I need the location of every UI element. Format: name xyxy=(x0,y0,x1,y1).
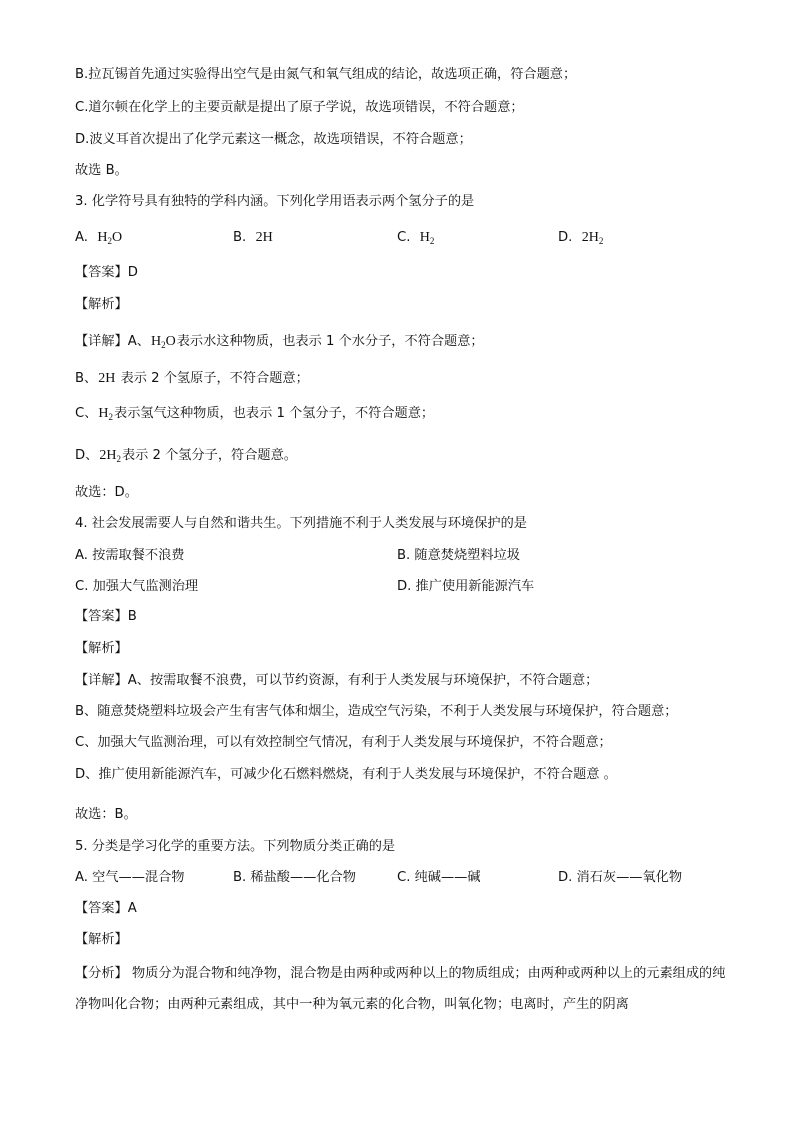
q3-option-b[interactable]: B. 2H xyxy=(233,230,273,245)
q3-answer: 【答案】D xyxy=(75,265,138,280)
q2-option-b-explanation: B.拉瓦锡首先通过实验得出空气是由氮气和氧气组成的结论，故选项正确，符合题意； xyxy=(75,67,577,82)
q5-option-c[interactable]: C. 纯碱——碱 xyxy=(397,870,481,885)
q4-answer: 【答案】B xyxy=(75,609,137,624)
q3-detail-a: 【详解】A、$H_2O$表示水这种物质，也表示 1 个水分子，不符合题意； xyxy=(75,334,484,350)
q3-analysis-heading: 【解析】 xyxy=(75,297,128,312)
q4-conclusion: 故选：B。 xyxy=(75,807,137,822)
q2-option-d-explanation: D.波义耳首次提出了化学元素这一概念，故选项错误，不符合题意； xyxy=(75,132,472,147)
q3-option-d-formula: $2H_2$ xyxy=(581,230,604,246)
q4-detail-d: D、推广使用新能源汽车，可减少化石燃料燃烧，有利于人类发展与环境保护，不符合题意 。 xyxy=(75,767,617,782)
q5-analysis-paragraph: 【分析】 物质分为混合物和纯净物，混合物是由两种或两种以上的物质组成；由两种或两种以上的元素组成的纯净物叫化合物；由两种元素组成，其中一种为氧元素的化合物，叫氧化物；电离时，产生的阴离 xyxy=(75,966,726,1012)
q4-analysis-heading: 【解析】 xyxy=(75,641,128,656)
q5-option-d[interactable]: D. 消石灰——氧化物 xyxy=(558,870,683,885)
q2-option-c-explanation: C.道尔顿在化学上的主要贡献是提出了原子学说，故选项错误，不符合题意； xyxy=(75,100,524,115)
q3-option-a[interactable]: A. $H_2O$ xyxy=(75,230,123,246)
q2-conclusion: 故选 B。 xyxy=(75,163,128,178)
q4-option-b[interactable]: B. 随意焚烧塑料垃圾 xyxy=(397,548,520,563)
q3-stem: 3. 化学符号具有独特的学科内涵。下列化学用语表示两个氢分子的是 xyxy=(75,194,475,209)
q4-detail-b: B、随意焚烧塑料垃圾会产生有害气体和烟尘，造成空气污染，不利于人类发展与环境保护，符合题意； xyxy=(75,704,678,719)
q5-option-a[interactable]: A. 空气——混合物 xyxy=(75,870,185,885)
q4-detail-a: 【详解】A、按需取餐不浪费，可以节约资源，有利于人类发展与环境保护，不符合题意； xyxy=(75,673,599,688)
q3-detail-c: C、$H_2$表示氢气这种物质，也表示 1 个氢分子，不符合题意； xyxy=(75,406,435,422)
q5-analysis-heading: 【解析】 xyxy=(75,932,128,947)
q4-option-d[interactable]: D. 推广使用新能源汽车 xyxy=(397,579,535,594)
q3-detail-b: B、2H 表示 2 个氢原子，不符合题意； xyxy=(75,371,309,386)
q3-option-b-formula: 2H xyxy=(255,230,273,245)
q4-stem: 4. 社会发展需要人与自然和谐共生。下列措施不利于人类发展与环境保护的是 xyxy=(75,516,527,531)
q3-option-a-formula: $H_2O$ xyxy=(97,230,123,246)
q5-option-b[interactable]: B. 稀盐酸——化合物 xyxy=(233,870,356,885)
q3-conclusion: 故选：D。 xyxy=(75,485,138,500)
q5-answer: 【答案】A xyxy=(75,901,137,916)
q3-option-c-formula: $H_2$ xyxy=(419,230,435,246)
q4-detail-c: C、加强大气监测治理，可以有效控制空气情况，有利于人类发展与环境保护，不符合题意； xyxy=(75,735,612,750)
q3-detail-d: D、$2H_2$表示 2 个氢分子，符合题意。 xyxy=(75,448,297,464)
q5-stem: 5. 分类是学习化学的重要方法。下列物质分类正确的是 xyxy=(75,839,396,854)
q4-option-c[interactable]: C. 加强大气监测治理 xyxy=(75,579,199,594)
q3-option-c[interactable]: C. $H_2$ xyxy=(397,230,435,246)
q4-option-a[interactable]: A. 按需取餐不浪费 xyxy=(75,548,185,563)
q3-option-d[interactable]: D. $2H_2$ xyxy=(558,230,604,246)
